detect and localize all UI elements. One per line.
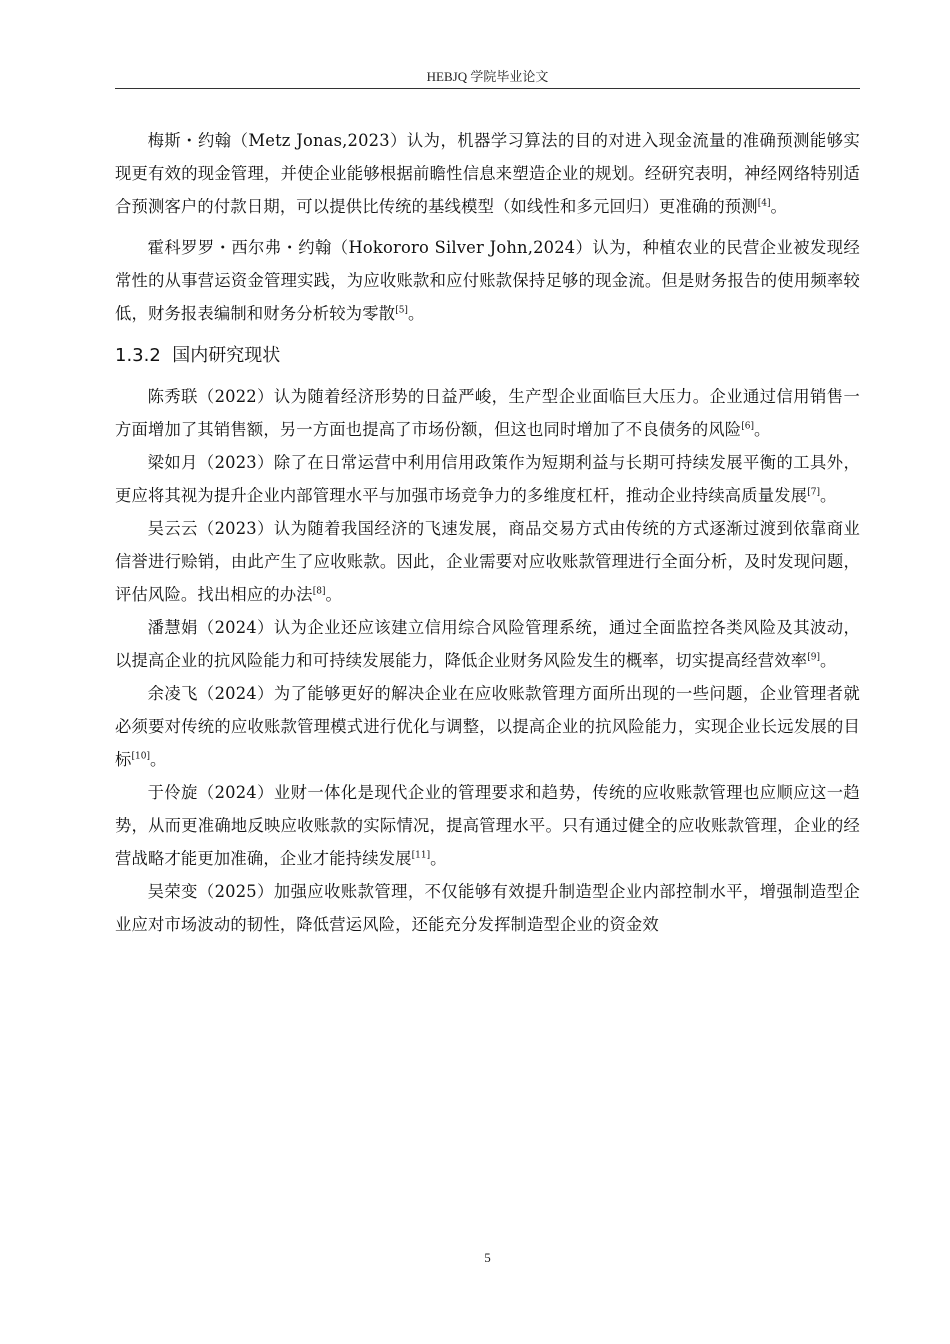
page-number: 5 (484, 1250, 491, 1265)
citation-marker: [10] (131, 751, 150, 762)
citation-marker: [7] (807, 487, 820, 498)
section-title: 国内研究现状 (172, 345, 281, 366)
paragraph-pan (115, 611, 860, 677)
section-heading (115, 338, 860, 374)
paragraph-end: 。 (819, 651, 837, 670)
paragraph-yu-lingfei (115, 677, 860, 776)
paragraph-end: 。 (430, 849, 447, 868)
paragraph-text: 潘慧娟（2024）认为企业还应该建立信用综合风险管理系统，通过全面监控各类风险及其波动，以提高企业的抗风险能力和可持续发展能力，降低企业财务风险发生的概率，切实提高经营效率 (115, 618, 860, 670)
citation-marker: [9] (807, 652, 820, 663)
paragraph-text: 陈秀联（2022）认为随着经济形势的日益严峻，生产型企业面临巨大压力。企业通过信用销售一方面增加了其销售额，另一方面也提高了市场份额，但这也同时增加了不良债务的风险 (115, 387, 860, 439)
citation-marker: [6] (741, 421, 755, 432)
paragraph-end: 。 (325, 585, 343, 604)
paragraph-end: 。 (754, 420, 771, 439)
paragraph-text: 梅斯・约翰（Metz Jonas,2023）认为，机器学习算法的目的对进入现金流量的准确预测能够实现更有效的现金管理，并使企业能够根据前瞻性信息来塑造企业的规划。经研究表明，神经网络特别适合预测客户的付款日期，可以提供比传统的基线模型（如线性和多元回归）更准确的预测 (115, 131, 860, 216)
paragraph-wu-rongbian (115, 875, 860, 941)
paragraph-chen (115, 380, 860, 446)
paragraph-text: 吴云云（2023）认为随着我国经济的飞速发展，商品交易方式由传统的方式逐渐过渡到依靠商业信誉进行赊销，由此产生了应收账款。因此，企业需要对应收账款管理进行全面分析，及时发现问题，评估风险。找出相应的办法 (115, 519, 860, 604)
paragraph-end: 。 (149, 750, 167, 769)
paragraph-text: 余凌飞（2024）为了能够更好的解决企业在应收账款管理方面所出现的一些问题，企业管理者就必须要对传统的应收账款管理模式进行优化与调整，以提高企业的抗风险能力，实现企业长远发展的目标 (115, 684, 860, 769)
paragraph-text: 于伶旋（2024）业财一体化是现代企业的管理要求和趋势，传统的应收账款管理也应顺应这一趋势，从而更准确地反映应收账款的实际情况，提高管理水平。只有通过健全的应收账款管理，企业的经营战略才能更加准确，企业才能持续发展 (115, 783, 860, 868)
page-header: HEBJQ 学院毕业论文 (426, 69, 549, 84)
main-content (115, 124, 860, 941)
citation-marker: [8] (312, 586, 326, 597)
paragraph-wu-yunyun (115, 512, 860, 611)
header-rule (115, 88, 860, 89)
section-number: 1.3.2 (115, 345, 161, 366)
citation-marker: [11] (411, 850, 431, 861)
paragraph-hokororo (115, 231, 860, 330)
paragraph-metz (115, 124, 860, 223)
paragraph-text: 梁如月（2023）除了在日常运营中利用信用政策作为短期利益与长期可持续发展平衡的工具外，更应将其视为提升企业内部管理水平与加强市场竞争力的多维度杠杆，推动企业持续高质量发展 (115, 453, 860, 505)
paragraph-end: 。 (770, 197, 788, 216)
paragraph-text: 吴荣变（2025）加强应收账款管理，不仅能够有效提升制造型企业内部控制水平，增强制造型企业应对市场波动的韧性，降低营运风险，还能充分发挥制造型企业的资金效 (115, 882, 860, 934)
paragraph-text: 霍科罗罗・西尔弗・约翰（Hokororo Silver John,2024）认为，种植农业的民营企业被发现经常性的从事营运资金管理实践，为应收账款和应付账款保持足够的现金流。但是财务报告的使用频率较低，财务报表编制和财务分析较为零散 (115, 238, 860, 323)
citation-marker: [4] (757, 198, 771, 209)
paragraph-end: 。 (819, 486, 837, 505)
citation-marker: [5] (395, 305, 408, 316)
paragraph-end: 。 (407, 304, 425, 323)
paragraph-liang (115, 446, 860, 512)
paragraph-yu-lingxuan (115, 776, 860, 875)
